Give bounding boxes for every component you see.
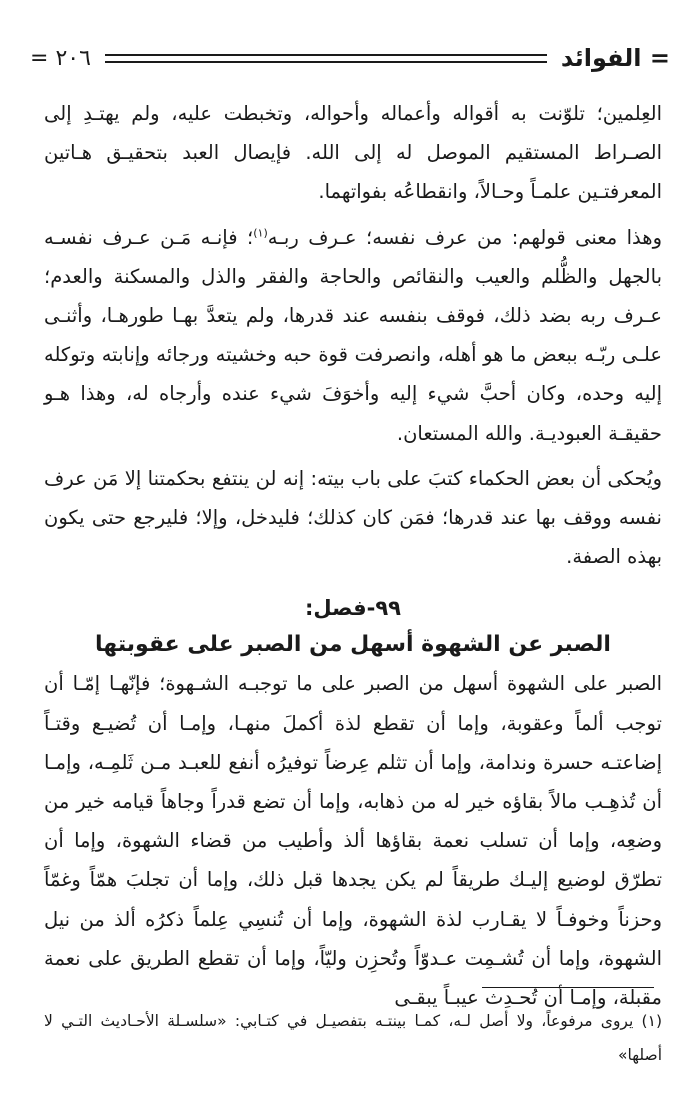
paragraph-3: ويُحكى أن بعض الحكماء كتبَ على باب بيته: إنه لن ينتفع بحكمتنا إلا مَن عرف نفسه ووقف بها عند قدرها؛ فمَن كان كذلك؛ فليدخل، وإلا؛ فليرجع حتى يكون بهذه الصفة.	[44, 466, 662, 569]
section-body: الصبر على الشهوة أسهل من الصبر على ما توجبـه الشـهوة؛ فإنّهـا إمّـا أن توجب ألماً وعقوبة، وإما أن تقطع لذة أكملَ منهـا، وإمـا أن تُضيـع وقتـاً إضاعتـه حسرة وندامة، وإما أن تثلم عِرضاً توفيرُه أنفع للعبـد مـن ثَلمِـه، وإمـا أن تُذهِـب مالاً بقاؤه خير له من ذهابه، وإما أن تضع قدراً وجاهاً قيامه خير من وضعِه، وإما أن تسلب نعمة بقاؤها ألذ وأطيب من قضاء الشهوة، وإما أن تطرّق لوضيع إليـك طريقاً لم يكن يجدها قبل ذلك، وإما أن تجلبَ همّاً وغمّاً وحزناً وخوفـاً لا يقـارب لذة الشهوة، وإما أن تُنسِي عِلماً ذكرُه ألذ من نيل الشهوة، وإما أن تُشـمِت عـدوّاً وتُحزِن وليّاً، وإما أن تقطع الطريق على نعمة مقبلة، وإمـا أن تُحـدِث عيبـاً يبقـى	[44, 672, 662, 1010]
header-right-mark: =	[649, 44, 670, 72]
footnote-ref: (١)	[253, 226, 268, 240]
footnote-separator	[482, 987, 654, 988]
book-title-block	[561, 44, 670, 72]
section-number: ٩٩-فصل:	[305, 596, 401, 621]
paragraph-2-rest: ؛ فإنـه مَـن عـرف نفسـه بالجهل والظُّلم والعيب والنقائص والحاجة والفقر والذل والمسكنة والعدم؛ عـرف ربه بضد ذلك، فوقف بنفسه عند قدرها، ولم يتعدَّ بهـا طورهـا، وأثنـى علـى ربّـه ببعض ما هو أهله، وانصرفت قوة حبه وخشيته ورجائه وإنابته وتوكله إليه وحده، وكان أحبَّ شيء إليه وأخوَفَ شيء عنده وأرجاه له، وهذا هـو حقيقـة العبوديـة. والله المستعان.	[44, 225, 662, 445]
header-rule	[105, 54, 547, 63]
main-text	[44, 94, 662, 1017]
page-header	[30, 38, 670, 78]
paragraph-1: العِلمين؛ تلوّنت به أقواله وأعماله وأحواله، وتخبطت عليه، ولم يهتـدِ إلى الصـراط المستقيم الموصل له إلى الله. فإيصال العبد بتحقيـق هـاتين المعرفتـين علمـاً وحـالاً، وانقطاعُه بفواتهما.	[44, 102, 662, 204]
book-title: الفوائد	[560, 44, 642, 72]
footnote: (١) يروى مرفوعاً، ولا أصل لـه، كمـا بينتـه بتفصيـل في كتـابي: «سلسـلة الأحـاديث التـي لا أصلها»	[44, 1012, 662, 1064]
paragraph-2	[44, 218, 662, 453]
page-number-block	[30, 46, 91, 71]
header-left-mark: =	[30, 45, 49, 71]
section-title: الصبر عن الشهوة أسهل من الصبر على عقوبتها	[95, 632, 611, 658]
page-number: ٢٠٦	[55, 45, 91, 71]
paragraph-2-start: وهذا معنى قولهم: من عرف نفسه؛ عـرف ربـه	[267, 225, 662, 249]
